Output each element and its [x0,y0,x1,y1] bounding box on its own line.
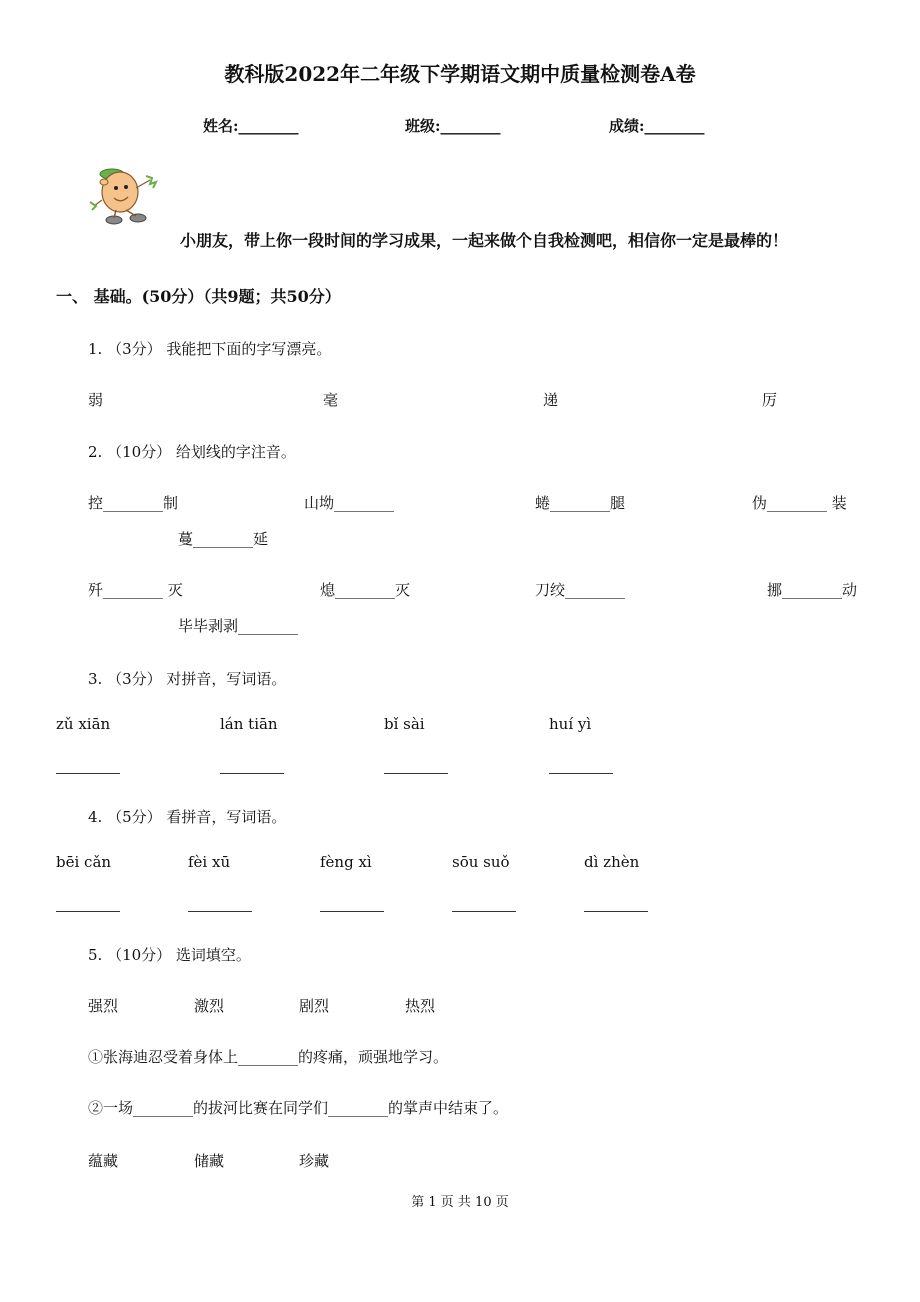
question-1-stem: 1. （3分） 我能把下面的字写漂亮。 [88,340,332,358]
q4-pinyin: sōu suǒ [452,853,510,871]
q4-pinyin: bēi cǎn [56,853,112,871]
q2-item[interactable]: 蔓________延 [178,530,269,548]
q2-item[interactable]: 挪________动 [767,581,858,599]
q1-char: 递 [543,391,559,409]
q3-pinyin: bǐ sài [384,715,425,733]
q4-pinyin: dì zhèn [584,853,640,871]
q5-word: 储藏 [194,1152,225,1170]
q2-item[interactable]: 伪________ 装 [752,494,847,512]
q5-word: 珍藏 [299,1152,330,1170]
q1-char: 毫 [323,391,339,409]
q2-item[interactable]: 歼________ 灭 [88,581,183,599]
answer-line[interactable] [384,773,448,774]
class-field[interactable]: 班级:________ [405,117,501,135]
q5-word: 热烈 [405,997,436,1015]
q4-pinyin: fèng xì [320,853,372,871]
answer-line[interactable] [220,773,284,774]
q5-sentence[interactable]: ②一场________的拔河比赛在同学们________的掌声中结束了。 [88,1099,509,1117]
q2-item[interactable]: 蜷________腿 [535,494,626,512]
q5-word: 蕴藏 [88,1152,119,1170]
section-heading: 一、 基础。(50分）（共9题；共50分） [56,287,341,306]
q2-item[interactable]: 控________制 [88,494,179,512]
q3-pinyin: zǔ xiān [56,715,111,733]
answer-line[interactable] [320,911,384,912]
question-3-stem: 3. （3分） 对拼音，写词语。 [88,670,287,688]
q2-item[interactable]: 熄________灭 [320,581,411,599]
q3-pinyin: lán tiān [220,715,278,733]
answer-line[interactable] [452,911,516,912]
mascot-icon [88,160,168,232]
answer-line[interactable] [584,911,648,912]
q5-word: 激烈 [194,997,225,1015]
question-2-stem: 2. （10分） 给划线的字注音。 [88,443,296,461]
question-5-stem: 5. （10分） 选词填空。 [88,946,251,964]
name-field[interactable]: 姓名:________ [203,117,299,135]
q1-char: 弱 [88,391,104,409]
page-footer: 第 1 页 共 10 页 [411,1195,509,1210]
question-4-stem: 4. （5分） 看拼音，写词语。 [88,808,287,826]
q5-word: 剧烈 [299,997,330,1015]
page-title: 教科版2022年二年级下学期语文期中质量检测卷A卷 [224,62,696,86]
answer-line[interactable] [188,911,252,912]
answer-line[interactable] [56,773,120,774]
score-field[interactable]: 成绩:________ [609,117,705,135]
intro-text: 小朋友，带上你一段时间的学习成果，一起来做个自我检测吧，相信你一定是最棒的！ [180,231,789,250]
q5-word: 强烈 [88,997,119,1015]
q2-item[interactable]: 刀绞________ [535,581,626,599]
q4-pinyin: fèi xū [188,853,231,871]
q2-item[interactable]: 毕毕剥剥________ [178,617,299,635]
q5-sentence[interactable]: ①张海迪忍受着身体上________的疼痛，顽强地学习。 [88,1048,449,1066]
q2-item[interactable]: 山坳________ [304,494,395,512]
q1-char: 厉 [762,391,778,409]
answer-line[interactable] [549,773,613,774]
answer-line[interactable] [56,911,120,912]
q3-pinyin: huí yì [549,715,592,733]
